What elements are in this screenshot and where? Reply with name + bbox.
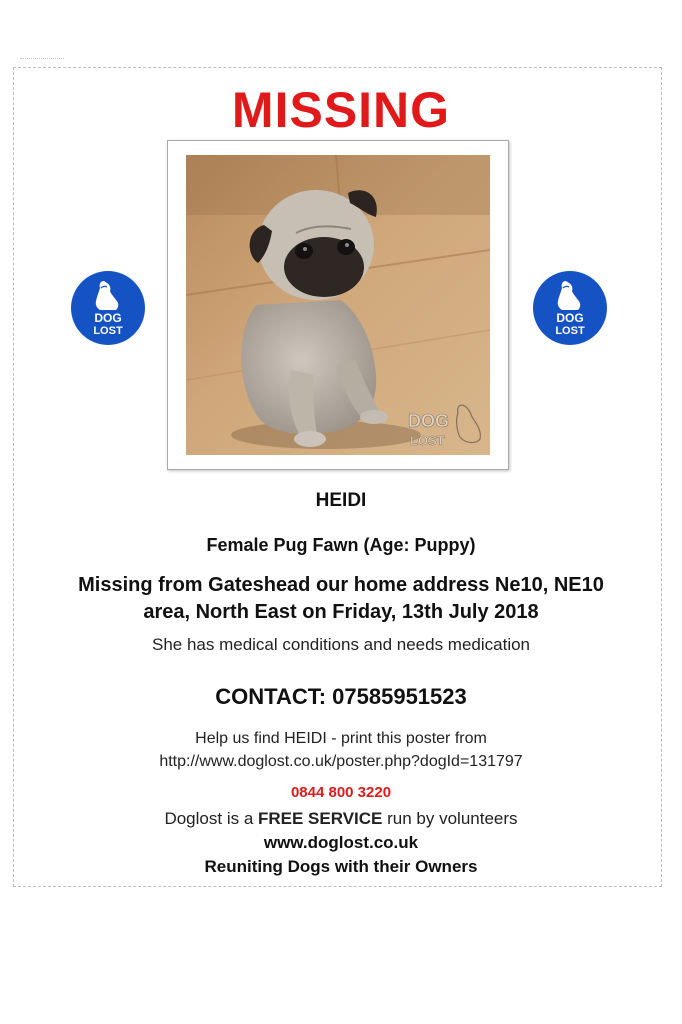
free-service-suffix: run by volunteers	[382, 809, 518, 828]
missing-location-line2: area, North East on Friday, 13th July 2018	[143, 601, 539, 623]
doglost-logo-left	[70, 270, 146, 346]
logo-text-lost: LOST	[555, 325, 585, 337]
hotline-number: 0844 800 3220	[290, 784, 392, 801]
poster-title: MISSING	[231, 82, 451, 138]
dog-description: Female Pug Fawn (Age: Puppy)	[206, 535, 476, 555]
poster-url-link[interactable]: http://www.doglost.co.uk/poster.php?dogId=131797	[159, 753, 523, 770]
logo-text-lost: LOST	[93, 325, 123, 337]
logo-text-dog: DOG	[94, 311, 122, 325]
contact-phone: CONTACT: 07585951523	[215, 684, 467, 709]
missing-location-date	[0, 572, 682, 626]
watermark-text-dog: DOG	[408, 411, 450, 431]
free-service-note	[0, 808, 682, 830]
medical-note: She has medical conditions and needs medication	[151, 635, 531, 654]
doglost-logo-right	[532, 270, 608, 346]
dog-name: HEIDI	[315, 490, 367, 511]
dog-photo-frame	[167, 140, 509, 470]
website-link[interactable]: www.doglost.co.uk	[263, 833, 419, 852]
free-service-bold: FREE SERVICE	[258, 809, 383, 828]
help-line: Help us find HEIDI - print this poster from	[195, 730, 487, 747]
tagline: Reuniting Dogs with their Owners	[204, 857, 478, 876]
logo-text-dog: DOG	[556, 311, 584, 325]
top-margin-mark	[20, 58, 64, 59]
help-instructions	[0, 727, 682, 773]
dog-photo	[186, 155, 490, 455]
free-service-prefix: Doglost is a	[164, 809, 258, 828]
watermark-text-lost: LOST	[410, 433, 445, 448]
missing-location-line1: Missing from Gateshead our home address Ne10, NE10	[78, 574, 604, 596]
